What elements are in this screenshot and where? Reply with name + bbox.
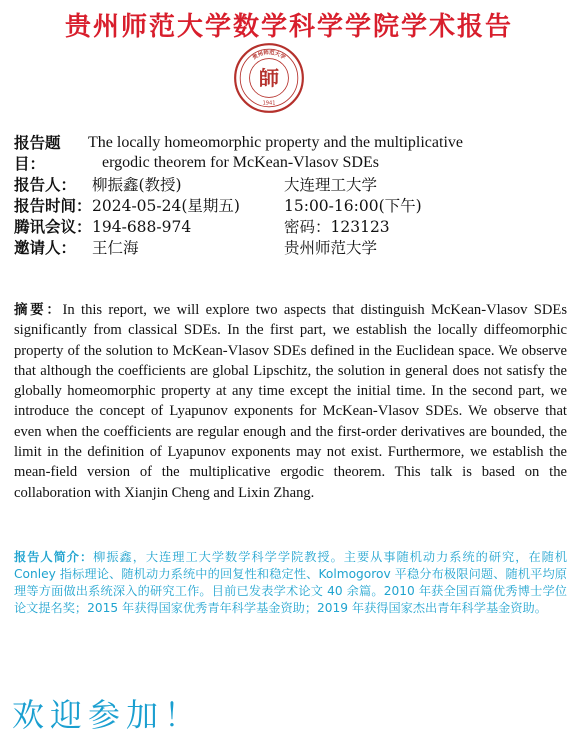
logo-ring-text: 贵州师范大学 xyxy=(251,50,287,62)
topic-line-2: ergodic theorem for McKean-Vlasov SDEs xyxy=(102,154,379,171)
talk-info xyxy=(14,133,570,259)
bio-label: 报告人简介： xyxy=(14,550,94,564)
university-logo xyxy=(233,42,305,114)
abstract-label: 摘要： xyxy=(14,302,63,318)
speaker-bio xyxy=(14,549,567,617)
welcome-text: 欢迎参加！ xyxy=(12,696,203,734)
meeting-password: 密码：123123 xyxy=(284,218,390,236)
abstract-text: In this report, we will explore two aspects that distinguish McKean-Vlasov SDEs significantly from classical SDEs. In the first part, we establish the locally diffeomorphic property of the solution to McKean-Vlasov SDEs defined in the Euclidean space. We observe that although the coefficients are global Lipschitz, the solution in general does not satisfy the globally homeomorphic property at any time except the initial time. In the second part, we introduce the concept of Lyapunov exponents for McKean-Vlasov SDEs. We observe that even when the coefficients are regular enough and the first-order derivatives are bounded, the limit in the definition of Lyapunov exponents may not exist. Furthermore, we establish the mean-field version of the multiplicative ergodic theorem. This talk is based on the collaboration with Xianjin Cheng and Lixin Zhang. xyxy=(14,302,567,501)
abstract xyxy=(14,300,567,503)
speaker-name: 柳振鑫(教授) xyxy=(92,176,182,194)
inviter-row xyxy=(14,238,570,259)
time-row xyxy=(14,196,570,217)
logo-year: 1941 xyxy=(262,100,276,107)
inviter-affiliation: 贵州师范大学 xyxy=(284,239,378,257)
time-label: 报告时间： xyxy=(14,197,92,215)
speaker-row xyxy=(14,175,570,196)
meeting-id: 194-688-974 xyxy=(92,218,192,236)
meeting-row xyxy=(14,217,570,238)
meeting-label: 腾讯会议： xyxy=(14,218,92,236)
bio-text: 柳振鑫，大连理工大学数学科学学院教授。主要从事随机动力系统的研究，在随机 Conley 指标理论、随机动力系统中的回复性和稳定性、Kolmogorov 平稳分布极限问题、随机平均原理等方面做出系统深入的研究工作。目前已发表学术论文 40 余篇。2010 年获全国百篇优秀博士学位论文提名奖；2015 年获得国家优秀青年科学基金资助；2019 年获得国家杰出青年科学基金资助。 xyxy=(14,550,568,615)
speaker-label: 报告人： xyxy=(14,176,77,194)
poster-title: 贵州师范大学数学科学学院学术报告 xyxy=(64,12,513,42)
speaker-affiliation: 大连理工大学 xyxy=(284,176,378,194)
talk-date: 2024-05-24(星期五) xyxy=(92,197,240,215)
inviter-label: 邀请人： xyxy=(14,239,77,257)
logo-glyph: 師 xyxy=(258,66,280,91)
talk-time: 15:00-16:00(下午) xyxy=(284,197,422,215)
topic-text xyxy=(88,133,548,173)
topic-label: 报告题目： xyxy=(14,134,61,173)
topic-row xyxy=(14,133,570,175)
inviter-name: 王仁海 xyxy=(92,239,139,257)
topic-line-1: The locally homeomorphic property and the multiplicative xyxy=(88,134,463,151)
